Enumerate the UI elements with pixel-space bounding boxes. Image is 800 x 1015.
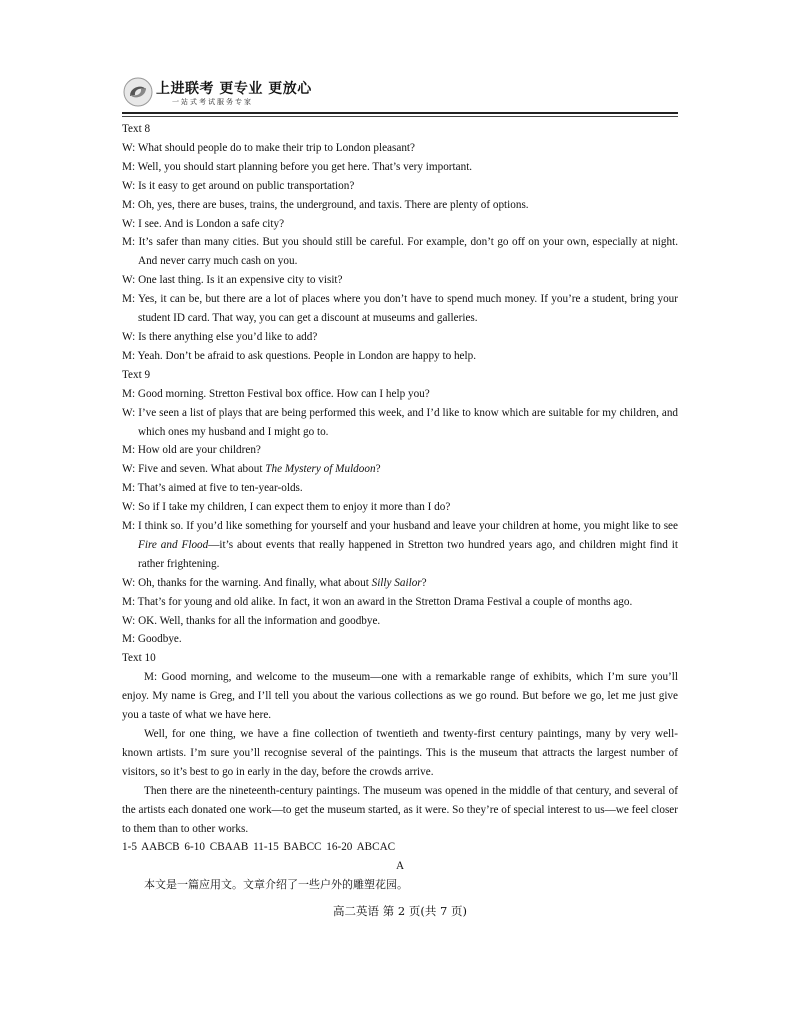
utterance: So if I take my children, I can expect them to enjoy it more than I do? <box>138 501 451 514</box>
dialogue-line: W: I see. And is London a safe city? <box>122 217 285 230</box>
page-header <box>122 76 678 112</box>
text8-title: Text 8 <box>122 123 151 135</box>
speaker: M <box>122 293 132 306</box>
play-title: The Mystery of Muldoon <box>265 463 376 476</box>
dialogue-line: W: Is there anything else you’d like to add? <box>122 330 318 343</box>
dialogue-line: W: Five and seven. What about The Mystery of Muldoon? <box>122 463 381 476</box>
dialogue-line: M: Yes, it can be, but there are a lot of places where you don’t have to spend much money. If you’re a student, bring your student ID card. That way, you can get a discount at museums and galleries. <box>122 293 678 325</box>
utterance: Is it easy to get around on public transportation? <box>138 179 355 192</box>
speaker: W <box>122 406 133 419</box>
dialogue-line: M: It’s safer than many cities. But you should still be careful. For example, don’t go off on your own, especially at night. And never carry much cash on you. <box>122 236 679 268</box>
play-title: Fire and Flood <box>138 538 209 551</box>
utterance: I’ve seen a list of plays that are being performed this week, and I’d like to know which are suitable for my children, and which ones my husband and I might go to. <box>138 406 679 438</box>
dialogue-line: M: I think so. If you’d like something for yourself and your husband and leave your children at home, you might like to see Fire and Flood—it’s about events that really happened in Stretton two hundred years ago, and children might find it rather frightening. <box>122 520 678 570</box>
utterance: What should people do to make their trip to London pleasant? <box>137 141 415 154</box>
speaker: W <box>122 217 133 230</box>
utterance: That’s aimed at five to ten-year-olds. <box>137 482 303 495</box>
brand-subtitle: 一站式考试服务专家 <box>172 98 253 106</box>
speaker: M <box>122 482 132 495</box>
utterance-end: —it’s about events that really happened in Stretton two hundred years ago, and children might find it rather frightening. <box>138 538 678 570</box>
dialogue-line: M: Good morning. Stretton Festival box office. How can I help you? <box>122 387 430 400</box>
page-footer: 高二英语 第 2 页(共 7 页) <box>333 904 467 918</box>
section-intro: 本文是一篇应用文。文章介绍了一些户外的雕塑花园。 <box>144 878 408 892</box>
speaker: W <box>122 274 133 287</box>
text10-paragraph: Well, for one thing, we have a fine collection of twentieth and twenty-first century paintings, many by very well-known artists. I’m sure you’ll recognise several of the paintings. This is the museum that attracts the largest number of visitors, so it’s best to go in early in the day, before the crowds arrive. <box>122 728 678 778</box>
speaker: W <box>122 614 133 627</box>
text8-dialogue <box>122 139 678 366</box>
dialogue-line: W: I’ve seen a list of plays that are being performed this week, and I’d like to know which are suitable for my children, and which ones my husband and I might go to. <box>122 406 679 438</box>
utterance: How old are your children? <box>137 444 261 457</box>
header-rule-thin <box>122 116 678 117</box>
dialogue-line: M: That’s for young and old alike. In fact, it won an award in the Stretton Drama Festival a couple of months ago. <box>122 595 633 608</box>
utterance: Is there anything else you’d like to add? <box>138 330 318 343</box>
section-letter: A <box>395 860 405 873</box>
dialogue-line: M: Yeah. Don’t be afraid to ask questions. People in London are happy to help. <box>122 349 477 362</box>
utterance: Good morning. Stretton Festival box office. How can I help you? <box>137 387 430 400</box>
utterance: It’s safer than many cities. But you should still be careful. For example, don’t go off on your own, especially at night. And never carry much cash on you. <box>138 236 679 268</box>
dialogue-line: W: Oh, thanks for the warning. And finally, what about Silly Sailor? <box>122 576 427 589</box>
speaker: M <box>122 520 132 533</box>
speaker: W <box>122 463 133 476</box>
dialogue-line: W: OK. Well, thanks for all the information and goodbye. <box>122 614 381 627</box>
utterance: Goodbye. <box>137 633 182 646</box>
answer-key: 1-5 AABCB 6-10 CBAAB 11-15 BABCC 16-20 ABCAC <box>122 841 396 854</box>
utterance: That’s for young and old alike. In fact, it won an award in the Stretton Drama Festival a couple of months ago. <box>137 595 633 608</box>
speaker: M <box>122 349 132 362</box>
dialogue-line: M: That’s aimed at five to ten-year-olds. <box>122 482 303 495</box>
speaker: M <box>122 444 132 457</box>
text9-title: Text 9 <box>122 368 151 381</box>
brand-title: 上进联考 更专业 更放心 <box>156 81 312 97</box>
text10-paragraph: M: Good morning, and welcome to the museum—one with a remarkable range of exhibits, which I’m sure you’ll enjoy. My name is Greg, and I’ll tell you about the various collections as we go round. But before we go, let me just give you a taste of what we have here. <box>122 671 678 722</box>
speaker: M <box>122 236 132 249</box>
utterance: Well, you should start planning before you get here. That’s very important. <box>137 160 473 173</box>
speaker: M <box>122 387 132 400</box>
utterance-end: ? <box>421 576 427 589</box>
speaker: W <box>122 330 133 343</box>
header-rule <box>122 112 678 114</box>
utterance: Yeah. Don’t be afraid to ask questions. People in London are happy to help. <box>137 349 477 362</box>
utterance: Yes, it can be, but there are a lot of places where you don’t have to spend much money. If you’re a student, bring your student ID card. That way, you can get a discount at museums and galleries. <box>137 293 678 325</box>
dialogue-line: M: Well, you should start planning before you get here. That’s very important. <box>122 160 473 173</box>
speaker: M <box>122 198 132 211</box>
speaker: W <box>122 501 133 514</box>
utterance-end: ? <box>375 463 381 476</box>
utterance: I see. And is London a safe city? <box>138 217 285 230</box>
speaker: W <box>122 141 133 154</box>
dialogue-line: W: So if I take my children, I can expect them to enjoy it more than I do? <box>122 501 451 514</box>
play-title: Silly Sailor <box>371 576 422 589</box>
utterance: OK. Well, thanks for all the information and goodbye. <box>138 614 381 627</box>
utterance: Five and seven. What about <box>138 463 266 476</box>
dialogue-line: W: Is it easy to get around on public transportation? <box>122 179 355 192</box>
dialogue-line: W: One last thing. Is it an expensive city to visit? <box>122 274 343 287</box>
page-content <box>122 120 678 895</box>
utterance: Oh, thanks for the warning. And finally, what about <box>138 576 372 589</box>
text10-paragraph: Then there are the nineteenth-century paintings. The museum was opened in the middle of that century, and several of the artists each donated one work—to get the museum started, as it were. So they’re of special interest to us—we feel closer to them than to other works. <box>122 784 678 835</box>
swirl-logo-icon <box>122 76 154 108</box>
utterance: I think so. If you’d like something for yourself and your husband and leave your children at home, you might like to see <box>138 520 678 533</box>
speaker: M <box>122 160 132 173</box>
dialogue-line: M: Goodbye. <box>122 633 182 646</box>
speaker: M <box>122 595 132 608</box>
dialogue-line: M: Oh, yes, there are buses, trains, the underground, and taxis. There are plenty of options. <box>122 198 529 211</box>
utterance: Oh, yes, there are buses, trains, the underground, and taxis. There are plenty of options. <box>137 198 529 211</box>
dialogue-line: M: How old are your children? <box>122 444 261 457</box>
dialogue-line: W: What should people do to make their trip to London pleasant? <box>122 141 415 154</box>
speaker: W <box>122 576 133 589</box>
text10-title: Text 10 <box>122 652 156 665</box>
utterance: One last thing. Is it an expensive city to visit? <box>138 274 343 287</box>
speaker: M <box>122 633 132 646</box>
speaker: W <box>122 179 133 192</box>
